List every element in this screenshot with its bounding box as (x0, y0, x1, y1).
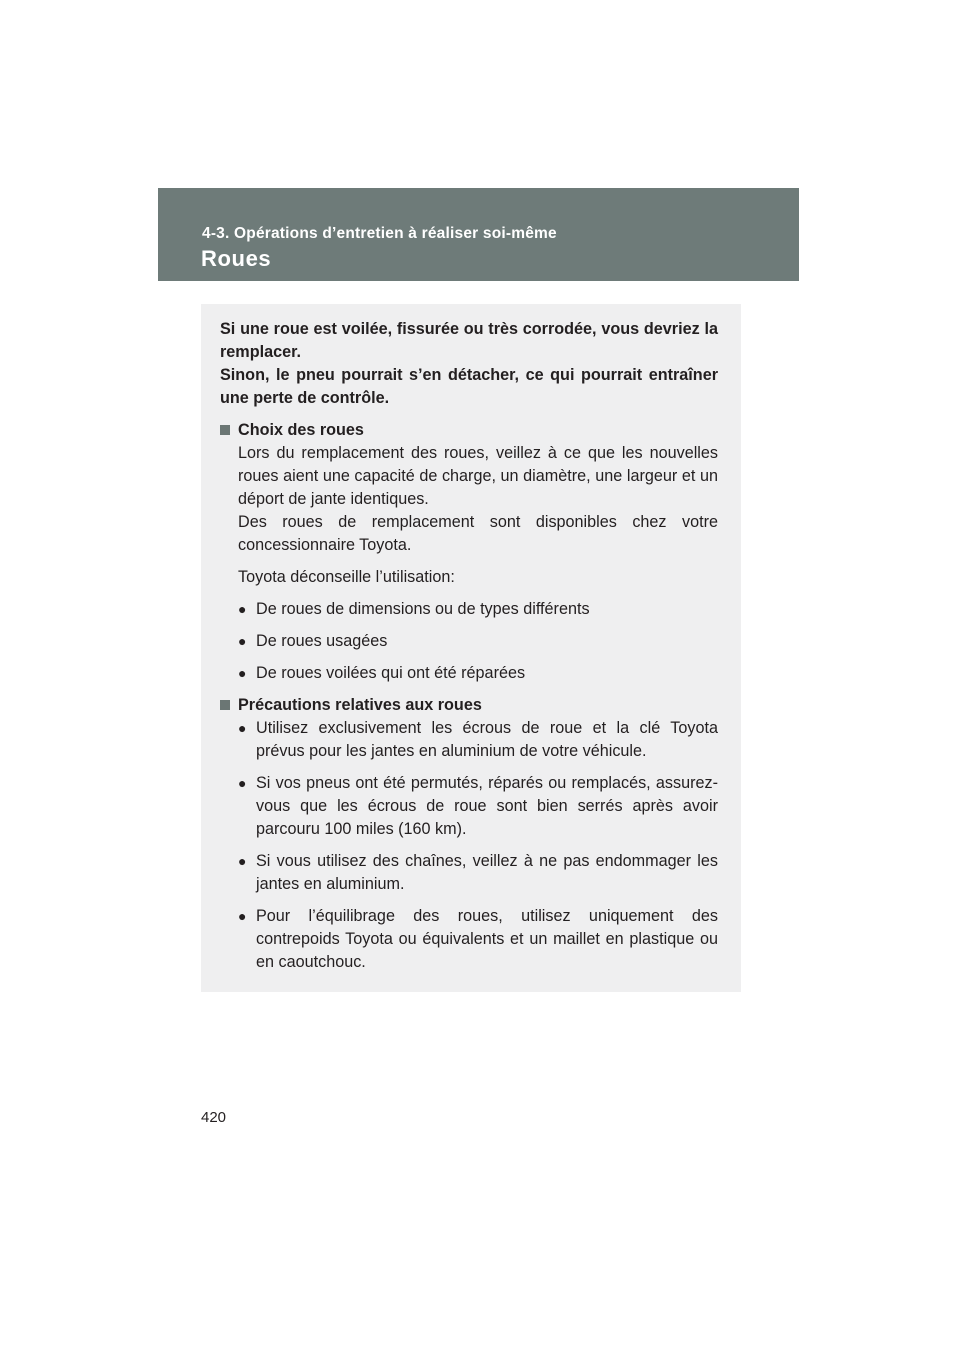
list-item-text: De roues voilées qui ont été réparées (256, 664, 526, 682)
list-item (220, 630, 718, 653)
round-bullet-icon: ● (238, 665, 247, 681)
choix-heading (220, 419, 718, 442)
round-bullet-icon: ● (238, 601, 247, 617)
square-bullet-icon (220, 694, 238, 717)
list-item-text: De roues usagées (256, 632, 388, 650)
round-bullet-icon: ● (238, 775, 247, 791)
precautions-heading-text: Précautions relatives aux roues (238, 696, 482, 714)
choix-para-2: Des roues de remplacement sont disponibles chez votre concessionnaire Toyota. (238, 513, 718, 554)
round-bullet-icon: ● (238, 853, 247, 869)
list-item (220, 662, 718, 685)
round-bullet-icon: ● (238, 720, 247, 736)
round-bullet-icon: ● (238, 633, 247, 649)
list-item-text: Si vos pneus ont été permutés, réparés ou remplacés, assurez-vous que les écrous de roue sont bien serrés après avoir parcouru 100 miles (160 km). (256, 774, 718, 838)
list-item-text: Pour l’équilibrage des roues, utilisez uniquement des contrepoids Toyota ou équivalents et un maillet en plastique ou en caoutchouc. (256, 907, 718, 971)
round-bullet-icon: ● (238, 908, 247, 924)
list-item-text: Si vous utilisez des chaînes, veillez à ne pas endommager les jantes en aluminium. (256, 852, 718, 893)
list-item (220, 598, 718, 621)
choix-para-1: Lors du remplacement des roues, veillez à ce que les nouvelles roues aient une capacité de charge, un diamètre, une largeur et un déport de jante identiques. (238, 444, 718, 508)
warning-line-2: Sinon, le pneu pourrait s’en détacher, ce qui pourrait entraîner une perte de contrôle. (220, 366, 718, 407)
list-item-text: De roues de dimensions ou de types différents (256, 600, 590, 618)
section-label: 4-3. Opérations d’entretien à réaliser soi-même (202, 225, 557, 242)
list-item (220, 772, 718, 841)
caution-box (201, 304, 741, 992)
warning-line-1: Si une roue est voilée, fissurée ou très corrodée, vous devriez la remplacer. (220, 320, 718, 361)
square-bullet-icon (220, 419, 238, 442)
list-item (220, 905, 718, 974)
section-header (158, 188, 799, 281)
list-item (220, 717, 718, 763)
page-title: Roues (201, 246, 272, 271)
choix-body (220, 442, 718, 589)
choix-intro: Toyota déconseille l’utilisation: (238, 568, 455, 586)
list-item-text: Utilisez exclusivement les écrous de roue et la clé Toyota prévus pour les jantes en aluminium de votre véhicule. (256, 719, 718, 760)
choix-heading-text: Choix des roues (238, 421, 364, 439)
precautions-heading (220, 694, 718, 717)
list-item (220, 850, 718, 896)
page-number: 420 (201, 1109, 227, 1126)
